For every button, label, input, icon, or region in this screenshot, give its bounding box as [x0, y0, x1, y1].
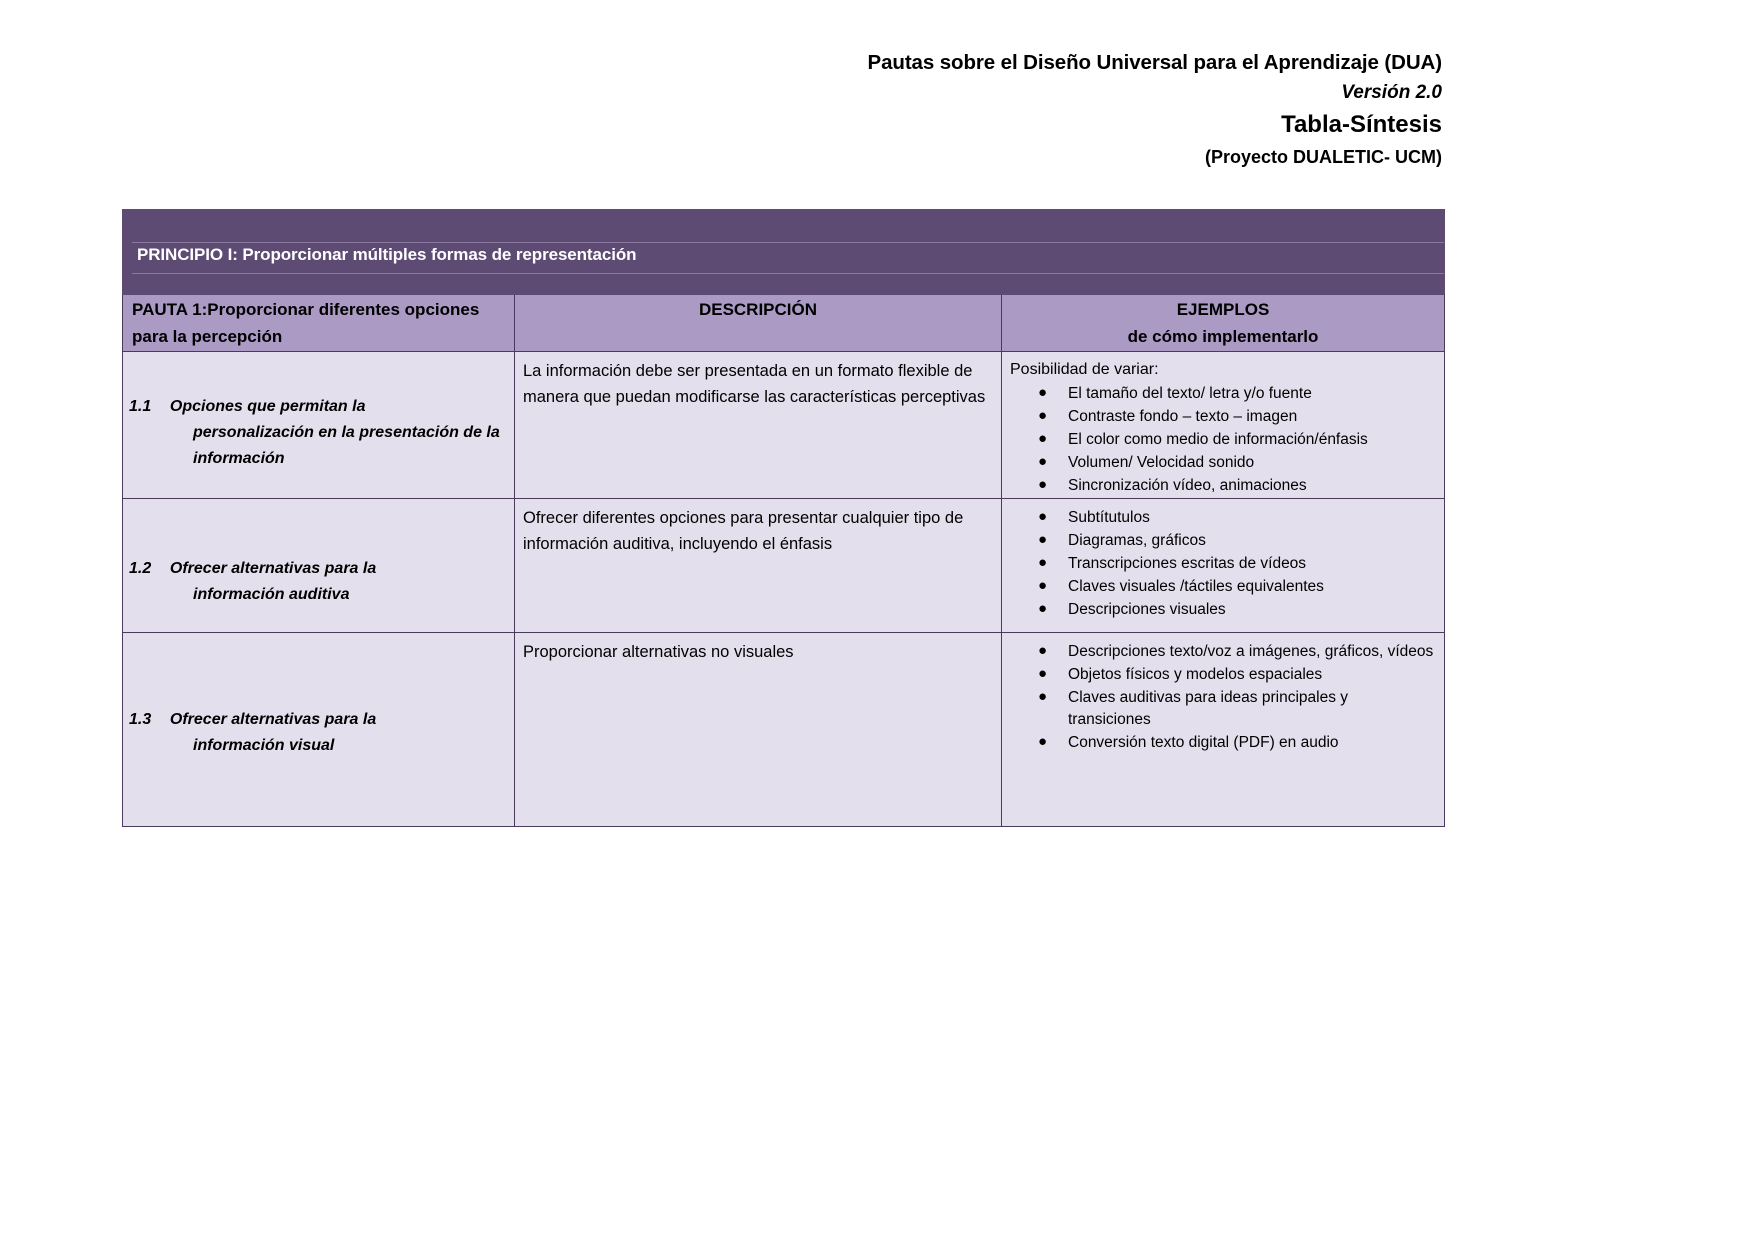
column-header-ejemplos-line2: de cómo implementarlo	[1127, 326, 1319, 346]
table-row	[123, 351, 1445, 498]
document-project: (Proyecto DUALETIC- UCM)	[1205, 146, 1442, 167]
example-text: El color como medio de información/énfasis	[1068, 430, 1368, 448]
column-header-pauta-line2: para la percepción	[132, 326, 283, 346]
column-header-descripcion	[515, 295, 1002, 352]
guideline-cell-1-1: 1.1 Opciones que permitan la personalización en la presentación de la información	[123, 351, 515, 498]
guideline-title-1-1-line2: personalización en la presentación de la	[193, 423, 500, 441]
bullet-icon: ●	[1038, 687, 1048, 705]
document-version: Versión 2.0	[1341, 81, 1442, 103]
example-text: Contraste fondo – texto – imagen	[1068, 407, 1298, 425]
example-text: Conversión texto digital (PDF) en audio	[1068, 733, 1339, 751]
examples-cell-1-1	[1002, 351, 1445, 498]
example-text: Diagramas, gráficos	[1068, 531, 1206, 549]
example-text: El tamaño del texto/ letra y/o fuente	[1068, 384, 1312, 402]
example-text: Claves visuales /táctiles equivalentes	[1068, 577, 1324, 595]
list-item	[1038, 429, 1434, 451]
guideline-title-1-2-line1: Ofrecer alternativas para la	[169, 559, 377, 577]
example-text: Claves auditivas para ideas principales y transiciones	[1068, 688, 1349, 728]
example-text: Subtítutulos	[1068, 508, 1150, 526]
column-header-ejemplos	[1002, 295, 1445, 352]
guideline-title-1-1-line3: información	[193, 449, 285, 467]
list-item	[1038, 664, 1434, 686]
principle-left-bar	[123, 210, 132, 294]
guideline-title-1-2-line2: información auditiva	[193, 585, 350, 603]
bullet-icon: ●	[1038, 475, 1048, 493]
document-subtitle: Tabla-Síntesis	[1281, 111, 1442, 139]
bullet-icon: ●	[1038, 732, 1048, 750]
example-text: Transcripciones escritas de vídeos	[1068, 554, 1307, 572]
bullet-icon: ●	[1038, 530, 1048, 548]
examples-intro-1-1: Posibilidad de variar:	[1010, 360, 1159, 378]
bullet-icon: ●	[1038, 507, 1048, 525]
list-item	[1038, 452, 1434, 474]
list-item	[1038, 383, 1434, 405]
bullet-icon: ●	[1038, 641, 1048, 659]
example-text: Descripciones visuales	[1068, 600, 1226, 618]
examples-list-1-2	[1002, 499, 1444, 621]
example-text: Objetos físicos y modelos espaciales	[1068, 665, 1323, 683]
list-item	[1038, 406, 1434, 428]
list-item	[1038, 576, 1434, 598]
bullet-icon: ●	[1038, 553, 1048, 571]
document-header	[868, 50, 1442, 169]
list-item	[1038, 687, 1434, 731]
bullet-icon: ●	[1038, 599, 1048, 617]
guideline-title-1-3-line2: información visual	[193, 736, 335, 754]
description-cell-1-3	[515, 632, 1002, 826]
column-header-descripcion-label: DESCRIPCIÓN	[698, 300, 818, 319]
description-cell-1-2	[515, 498, 1002, 632]
table-row-principle	[123, 210, 1445, 295]
bullet-icon: ●	[1038, 452, 1048, 470]
description-text-1-1: La información debe ser presentada en un formato flexible de manera que puedan modificarse las características perceptivas	[523, 361, 986, 407]
list-item	[1038, 641, 1434, 663]
dua-synthesis-table	[122, 209, 1445, 827]
column-header-pauta	[123, 295, 515, 352]
guideline-title-1-1-line1: Opciones que permitan la	[169, 397, 366, 415]
list-item	[1038, 553, 1434, 575]
example-text: Volumen/ Velocidad sonido	[1068, 453, 1255, 471]
document-title: Pautas sobre el Diseño Universal para el Aprendizaje (DUA)	[867, 51, 1442, 74]
principle-banner	[123, 210, 1445, 295]
bullet-icon: ●	[1038, 576, 1048, 594]
list-item	[1038, 475, 1434, 497]
table-row	[123, 632, 1445, 826]
table-row-column-headers	[123, 295, 1445, 352]
bullet-icon: ●	[1038, 429, 1048, 447]
principle-label: PRINCIPIO I: Proporcionar múltiples formas de representación	[137, 245, 637, 264]
table-row	[123, 498, 1445, 632]
guideline-title-1-3-line1: Ofrecer alternativas para la	[169, 710, 377, 728]
list-item	[1038, 507, 1434, 529]
bullet-icon: ●	[1038, 383, 1048, 401]
column-header-ejemplos-line1: EJEMPLOS	[1176, 300, 1270, 319]
description-cell-1-1	[515, 351, 1002, 498]
examples-list-1-3	[1002, 633, 1444, 754]
list-item	[1038, 732, 1434, 754]
guideline-cell-1-2: 1.2 Ofrecer alternativas para la información auditiva	[123, 498, 515, 632]
guideline-cell-1-3: 1.3 Ofrecer alternativas para la información visual	[123, 632, 515, 826]
examples-cell-1-2	[1002, 498, 1445, 632]
bullet-icon: ●	[1038, 406, 1048, 424]
list-item	[1038, 530, 1434, 552]
examples-cell-1-3	[1002, 632, 1445, 826]
bullet-icon: ●	[1038, 664, 1048, 682]
description-text-1-2: Ofrecer diferentes opciones para presentar cualquier tipo de información auditiva, incluyendo el énfasis	[523, 508, 964, 554]
example-text: Sincronización vídeo, animaciones	[1068, 476, 1307, 494]
description-text-1-3: Proporcionar alternativas no visuales	[523, 642, 794, 661]
column-header-pauta-line1: PAUTA 1:Proporcionar diferentes opciones	[132, 300, 480, 319]
list-item	[1038, 599, 1434, 621]
examples-list-1-1	[1002, 383, 1444, 497]
example-text: Descripciones texto/voz a imágenes, gráficos, vídeos	[1068, 642, 1434, 660]
